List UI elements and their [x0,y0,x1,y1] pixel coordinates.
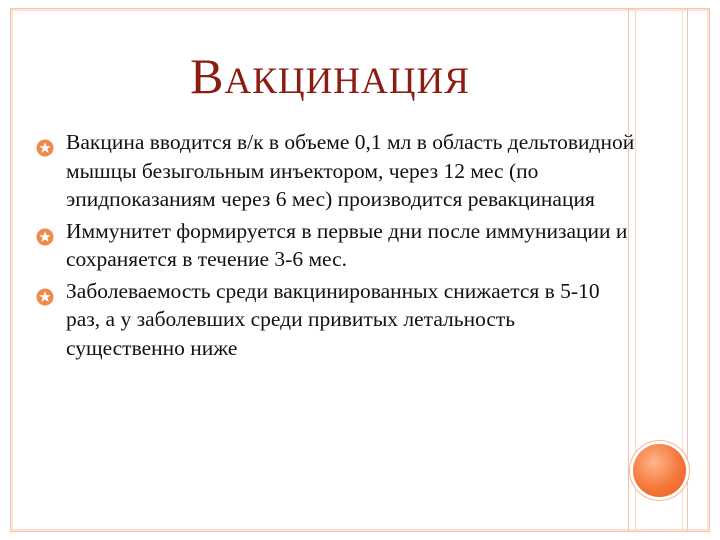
title-first-letter: В [190,48,225,104]
bullet-item [36,217,636,274]
title-rest: АКЦИНАЦИЯ [224,61,470,102]
bullet-item [36,277,636,363]
bullet-item [36,128,636,214]
slide-title [0,48,660,110]
decorative-orange-circle [633,444,686,497]
bullet-list [36,128,636,365]
bullet-text: Иммунитет формируется в первые дни после иммунизации и сохраняется в течение 3-6 мес. [66,218,628,271]
star-bullet-icon [36,285,54,314]
star-bullet-icon [36,136,54,165]
star-bullet-icon [36,225,54,254]
bullet-text: Заболеваемость среди вакцинированных снижается в 5-10 раз, а у заболевших среди привитых летальность существенно ниже [66,278,600,360]
bullet-text: Вакцина вводится в/к в объеме 0,1 мл в область дельтовидной мышцы безыгольным инъектором, через 12 мес (по эпидпоказаниям через 6 мес) производится ревакцинация [66,130,635,211]
